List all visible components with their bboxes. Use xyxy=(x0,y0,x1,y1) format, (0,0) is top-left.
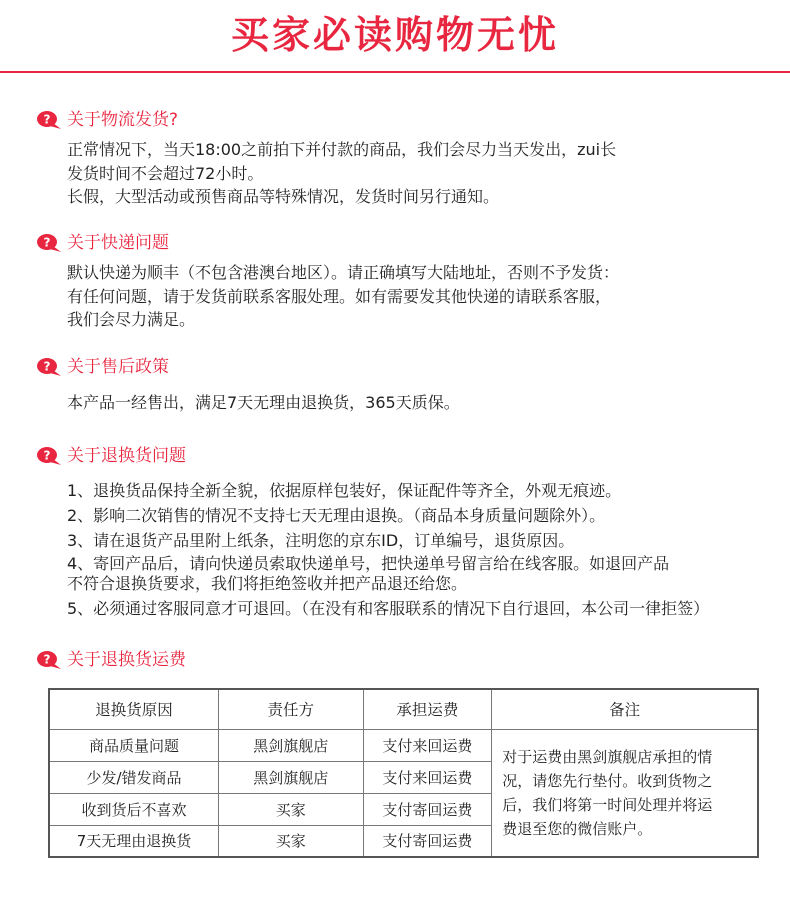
question-bubble-icon xyxy=(36,233,63,253)
note-line: 对于运费由黑剑旗舰店承担的情 xyxy=(502,747,713,766)
list-item: 3、请在退货产品里附上纸条，注明您的京东ID，订单编号，退货原因。 xyxy=(67,531,575,550)
column-header: 承担运费 xyxy=(363,689,492,729)
section-body xyxy=(67,138,767,209)
svg-text:?: ? xyxy=(43,652,51,667)
text-line: 正常情况下，当天18:00之前拍下并付款的商品，我们会尽力当天发出，zui长 xyxy=(67,140,617,159)
svg-text:?: ? xyxy=(43,359,51,374)
text-line: 本产品一经售出，满足7天无理由退换货，365天质保。 xyxy=(67,393,460,412)
shipping-fee-table xyxy=(48,688,759,858)
table-cell: 支付来回运费 xyxy=(363,729,492,761)
question-bubble-icon xyxy=(36,357,63,377)
text-line: 我们会尽力满足。 xyxy=(67,310,196,329)
table-cell: 支付寄回运费 xyxy=(363,793,492,825)
table-cell: 买家 xyxy=(219,793,364,825)
section-heading xyxy=(36,108,178,132)
text-line: 长假，大型活动或预售商品等特殊情况，发货时间另行通知。 xyxy=(67,187,500,206)
svg-text:?: ? xyxy=(43,448,51,463)
column-header: 责任方 xyxy=(219,689,364,729)
list-item-continuation: 不符合退换货要求，我们将拒绝签收并把产品退还给您。 xyxy=(67,574,468,593)
question-bubble-icon xyxy=(36,110,63,130)
section-title: 关于退换货运费 xyxy=(67,650,186,670)
section-heading xyxy=(36,231,169,255)
text-line: 有任何问题，请于发货前联系客服处理。如有需要发其他快递的请联系客服， xyxy=(67,286,612,306)
column-header: 退换货原因 xyxy=(49,689,219,729)
section-heading xyxy=(36,444,186,468)
section-body xyxy=(67,391,767,415)
table-cell: 少发/错发商品 xyxy=(49,761,219,793)
table-cell: 黑剑旗舰店 xyxy=(219,761,364,793)
section-heading xyxy=(36,355,169,379)
text-line: 默认快递为顺丰（不包含港澳台地区）。请正确填写大陆地址，否则不予发货： xyxy=(67,263,620,282)
note-line: 费退至您的微信账户。 xyxy=(502,819,653,838)
svg-text:?: ? xyxy=(43,235,51,250)
section-title: 关于售后政策 xyxy=(67,357,169,377)
list-item: 2、影响二次销售的情况不支持七天无理由退换。（商品本身质量问题除外）。 xyxy=(67,506,606,525)
table-header-row xyxy=(49,689,758,729)
note-cell xyxy=(492,729,758,857)
table-cell: 商品质量问题 xyxy=(49,729,219,761)
table-cell: 买家 xyxy=(219,825,364,857)
note-line: 况，请您先行垫付。收到货物之 xyxy=(502,771,713,790)
note-line: 后，我们将第一时间处理并将运 xyxy=(502,795,713,814)
table-cell: 7天无理由退换货 xyxy=(49,825,219,857)
column-header: 备注 xyxy=(492,689,758,729)
list-item: 1、退换货品保持全新全貌，依据原样包装好，保证配件等齐全，外观无痕迹。 xyxy=(67,481,622,500)
section-body xyxy=(67,261,767,332)
title-divider xyxy=(0,71,790,73)
section-title: 关于快递问题 xyxy=(67,233,169,253)
section-heading xyxy=(36,648,186,672)
question-bubble-icon xyxy=(36,446,63,466)
table-cell: 黑剑旗舰店 xyxy=(219,729,364,761)
section-title: 关于退换货问题 xyxy=(67,446,186,466)
text-line: 发货时间不会超过72小时。 xyxy=(67,163,264,183)
table-cell: 支付寄回运费 xyxy=(363,825,492,857)
svg-text:?: ? xyxy=(43,112,51,127)
list-item: 5、必须通过客服同意才可退回。（在没有和客服联系的情况下自行退回，本公司一律拒签） xyxy=(67,599,710,618)
list-item: 4、寄回产品后，请向快递员索取快递单号，把快递单号留言给在线客服。如退回产品 xyxy=(67,554,670,573)
question-bubble-icon xyxy=(36,650,63,670)
page-title: 买家必读购物无忧 xyxy=(230,13,559,57)
table-cell: 收到货后不喜欢 xyxy=(49,793,219,825)
table-row xyxy=(49,729,758,761)
section-title: 关于物流发货? xyxy=(67,110,179,130)
table-cell: 支付来回运费 xyxy=(363,761,492,793)
returns-list xyxy=(67,479,787,621)
